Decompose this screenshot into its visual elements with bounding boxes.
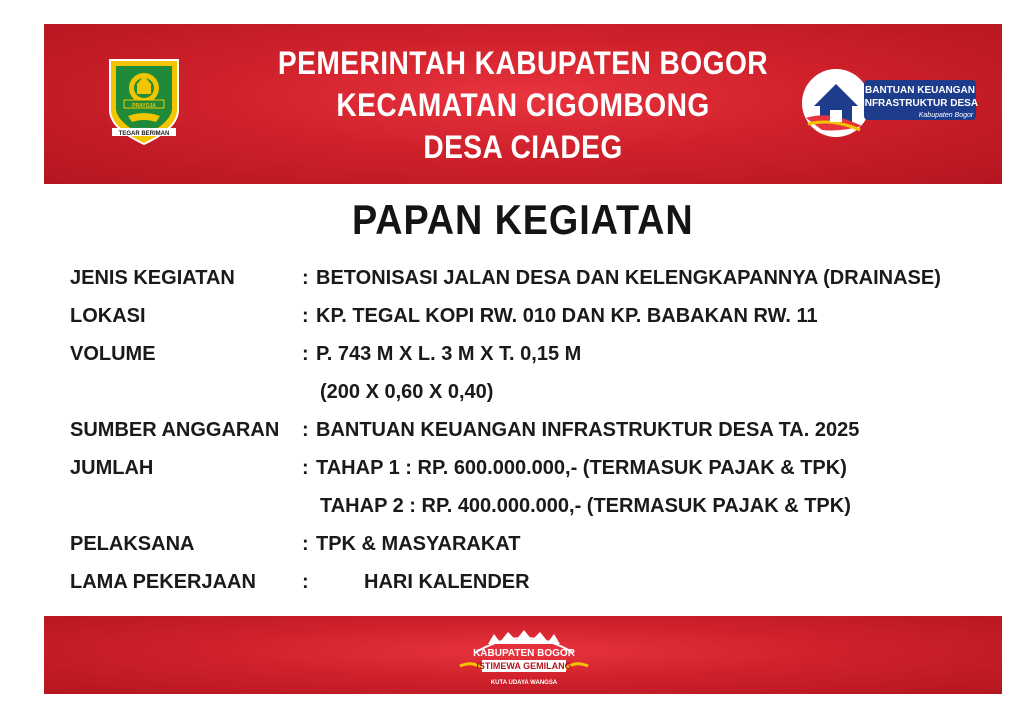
detail-colon: : — [302, 419, 309, 441]
footer-line-2: ISTIMEWA GEMILANG — [476, 661, 572, 671]
header-line-3: DESA CIADEG — [423, 129, 623, 165]
detail-value-wrap — [316, 563, 530, 601]
detail-row — [70, 297, 990, 335]
footer-line-1: KABUPATEN BOGOR — [473, 648, 575, 659]
detail-value: BETONISASI JALAN DESA DAN KELENGKAPANNYA (DRAINASE) — [316, 267, 941, 289]
activity-board — [44, 24, 1002, 694]
detail-value: KP. TEGAL KOPI RW. 010 DAN KP. BABAKAN RW. 11 — [316, 305, 818, 327]
header-line-2: KECAMATAN CIGOMBONG — [336, 87, 710, 123]
header-line-1: PEMERINTAH KABUPATEN BOGOR — [277, 45, 769, 81]
bkid-line-1: BANTUAN KEUANGAN — [865, 85, 975, 96]
detail-value: HARI KALENDER — [364, 571, 530, 593]
detail-row — [70, 487, 990, 525]
detail-colon: : — [302, 343, 309, 365]
footer-line-3: KUTA UDAYA WANGSA — [490, 680, 558, 686]
emblem-band-text: PRAYOJA — [132, 103, 156, 109]
detail-label: SUMBER ANGGARAN — [70, 419, 280, 441]
detail-value: (200 X 0,60 X 0,40) — [320, 381, 494, 403]
bkid-line-3: Kabupaten Bogor — [918, 112, 974, 119]
detail-row — [70, 335, 990, 373]
detail-label: PELAKSANA — [70, 533, 195, 555]
detail-colon: : — [302, 457, 309, 479]
detail-colon: : — [302, 305, 309, 327]
detail-label: JUMLAH — [70, 457, 154, 479]
detail-row — [70, 411, 990, 449]
detail-row — [70, 563, 990, 601]
detail-row — [70, 449, 990, 487]
detail-colon: : — [302, 267, 309, 289]
detail-label: JENIS KEGIATAN — [70, 267, 235, 289]
detail-value: BANTUAN KEUANGAN INFRASTRUKTUR DESA TA. 2025 — [316, 419, 860, 441]
detail-row — [70, 525, 990, 563]
detail-label: VOLUME — [70, 343, 156, 365]
activity-details — [70, 259, 990, 601]
detail-colon: : — [302, 533, 309, 555]
istimewa-gemilang-logo-icon — [454, 626, 594, 690]
detail-row — [70, 373, 990, 411]
bkid-logo-icon — [800, 66, 980, 140]
detail-value: TAHAP 2 : RP. 400.000.000,- (TERMASUK PAJAK & TPK) — [320, 495, 851, 517]
detail-colon: : — [302, 571, 309, 593]
detail-label: LAMA PEKERJAAN — [70, 571, 256, 593]
detail-label: LOKASI — [70, 305, 146, 327]
board-title: PAPAN KEGIATAN — [352, 196, 694, 243]
detail-value: P. 743 M X L. 3 M X T. 0,15 M — [316, 343, 582, 365]
emblem-ribbon-text: TEGAR BERIMAN — [118, 131, 170, 137]
detail-value: TPK & MASYARAKAT — [316, 533, 521, 555]
bkid-line-2: INFRASTRUKTUR DESA — [861, 98, 979, 109]
detail-row — [70, 259, 990, 297]
detail-value: TAHAP 1 : RP. 600.000.000,- (TERMASUK PAJAK & TPK) — [316, 457, 847, 479]
